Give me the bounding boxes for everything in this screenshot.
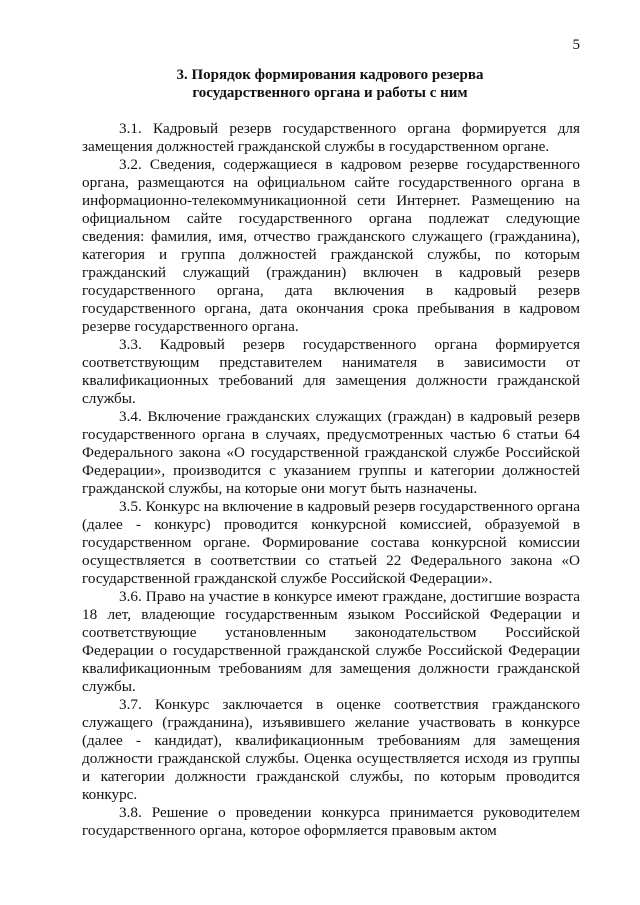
paragraph-3-6: 3.6. Право на участие в конкурсе имеют граждане, достигшие возраста 18 лет, владеющие государственным языком Российской Федерации и соответствующие установленным законодательством Российской Федерации о государственной гражданской службе Российской Федерации квалификационным требованиям для замещения должности гражданской службы. bbox=[82, 588, 580, 695]
paragraph-3-8: 3.8. Решение о проведении конкурса принимается руководителем государственного органа, которое оформляется правовым актом bbox=[82, 804, 580, 839]
paragraph-3-1: 3.1. Кадровый резерв государственного органа формируется для замещения должностей гражданской службы в государственном органе. bbox=[82, 120, 580, 155]
section-body bbox=[82, 120, 580, 840]
paragraph-3-2: 3.2. Сведения, содержащиеся в кадровом резерве государственного органа, размещаются на официальном сайте государственного органа в информационно-телекоммуникационной сети Интернет. Размещению на официальном сайте государственного органа подлежат следующие сведения: фамилия, имя, отчество гражданского служащего (гражданина), категория и группа должностей гражданской службы, по которым гражданский служащий (гражданин) включен в кадровый резерв государственного органа, дата включения в кадровый резерв государственного органа, дата окончания срока пребывания в кадровом резерве государственного органа. bbox=[82, 156, 580, 335]
paragraph-3-5: 3.5. Конкурс на включение в кадровый резерв государственного органа (далее - конкурс) проводится конкурсной комиссией, образуемой в государственном органе. Формирование состава конкурсной комиссии осуществляется в соответствии со статьей 22 Федерального закона «О государственной гражданской службе Российской Федерации». bbox=[82, 498, 580, 587]
section-heading-line-2: государственного органа и работы с ним bbox=[192, 85, 468, 101]
section-heading-line-1: 3. Порядок формирования кадрового резерва bbox=[176, 67, 484, 83]
section-heading bbox=[80, 66, 580, 102]
paragraph-3-7: 3.7. Конкурс заключается в оценке соответствия гражданского служащего (гражданина), изъявившего желание участвовать в конкурсе (далее - кандидат), квалификационным требованиям для замещения должности гражданской службы. Оценка осуществляется исходя из группы и категории должности гражданской службы, по которым проводится конкурс. bbox=[82, 696, 580, 803]
paragraph-3-4: 3.4. Включение гражданских служащих (граждан) в кадровый резерв государственного органа в случаях, предусмотренных частью 6 статьи 64 Федерального закона «О государственной гражданской службе Российской Федерации», производится с указанием группы и категории должностей гражданской службы, на которые они могут быть назначены. bbox=[82, 408, 580, 497]
paragraph-3-3: 3.3. Кадровый резерв государственного органа формируется соответствующим представителем нанимателя в зависимости от квалификационных требований для замещения должности гражданской службы. bbox=[82, 336, 580, 407]
page-number: 5 bbox=[572, 37, 580, 53]
